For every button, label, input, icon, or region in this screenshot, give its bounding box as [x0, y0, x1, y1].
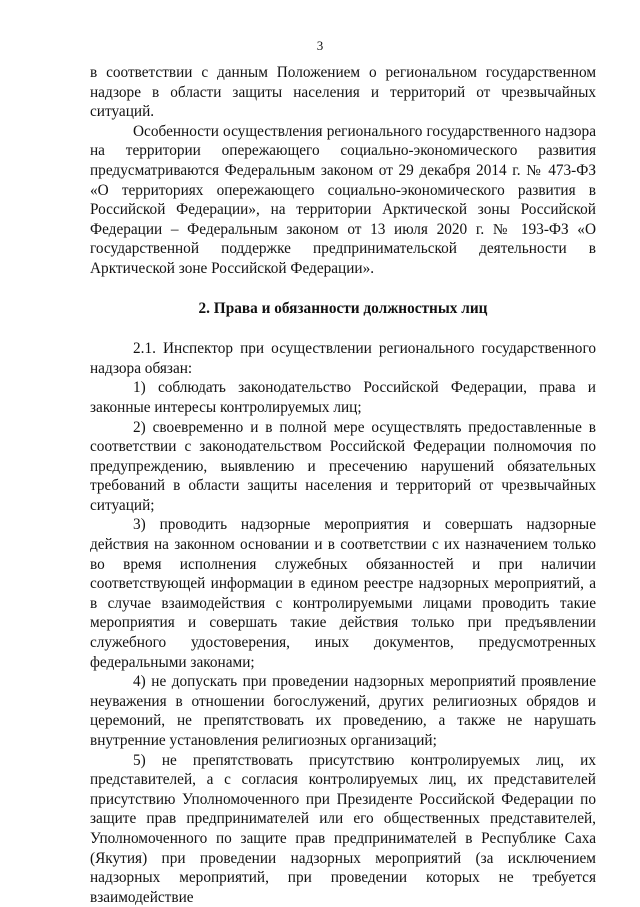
intro-paragraph-special-regions: Особенности осуществления регионального государственного надзора на территории опережающего социально-экономического развития предусматриваются Федеральным законом от 29 декабря 2014 г. № 473-ФЗ «О территориях опережающего социально-экономического развития в Российской Федерации», на территории Арктической зоны Российской Федерации – Федеральным законом от 13 июля 2020 г. № 193-ФЗ «О государственной поддержке предпринимательской деятельности в Арктической зоне Российской Федерации».	[90, 122, 596, 277]
section-heading: 2. Права и обязанности должностных лиц	[198, 299, 488, 317]
intro-paragraph-continuation: в соответствии с данным Положением о региональном государственном надзоре в области защиты населения и территорий от чрезвычайных ситуаций.	[90, 64, 596, 121]
page-body	[90, 63, 596, 907]
duty-item-2: 2) своевременно и в полной мере осуществлять предоставленные в соответствии с законодательством Российской Федерации полномочия по предупреждению, выявлению и пресечению нарушений обязательных требований в области защиты населения и территорий от чрезвычайных ситуаций;	[90, 418, 596, 514]
section-intro-paragraph: 2.1. Инспектор при осуществлении регионального государственного надзора обязан:	[90, 340, 596, 377]
duty-item-5: 5) не препятствовать присутствию контролируемых лиц, их представителей, а с согласия контролируемых лиц, их представителей присутствию Уполномоченного при Президенте Российской Федерации по защите прав предпринимателей или его общественных представителей, Уполномоченного по защите прав предпринимателей в Республике Саха (Якутия) при проведении надзорных мероприятий (за исключением надзорных мероприятий, при проведении которых не требуется взаимодействие	[90, 751, 596, 906]
page-number: 3	[316, 38, 324, 53]
duty-item-3: 3) проводить надзорные мероприятия и совершать надзорные действия на законном основании и в соответствии с их назначением только во время исполнения служебных обязанностей и при наличии соответствующей информации в едином реестре надзорных мероприятий, а в случае взаимодействия с контролируемыми лицами проводить такие мероприятия и совершать такие действия только при предъявлении служебного удостоверения, иных документов, предусмотренных федеральными законами;	[90, 516, 596, 671]
duty-item-4: 4) не допускать при проведении надзорных мероприятий проявление неуважения в отношении богослужений, других религиозных обрядов и церемоний, не препятствовать их проведению, а также не нарушать внутренние установления религиозных организаций;	[90, 673, 596, 749]
duty-item-1: 1) соблюдать законодательство Российской Федерации, права и законные интересы контролируемых лиц;	[90, 379, 596, 416]
